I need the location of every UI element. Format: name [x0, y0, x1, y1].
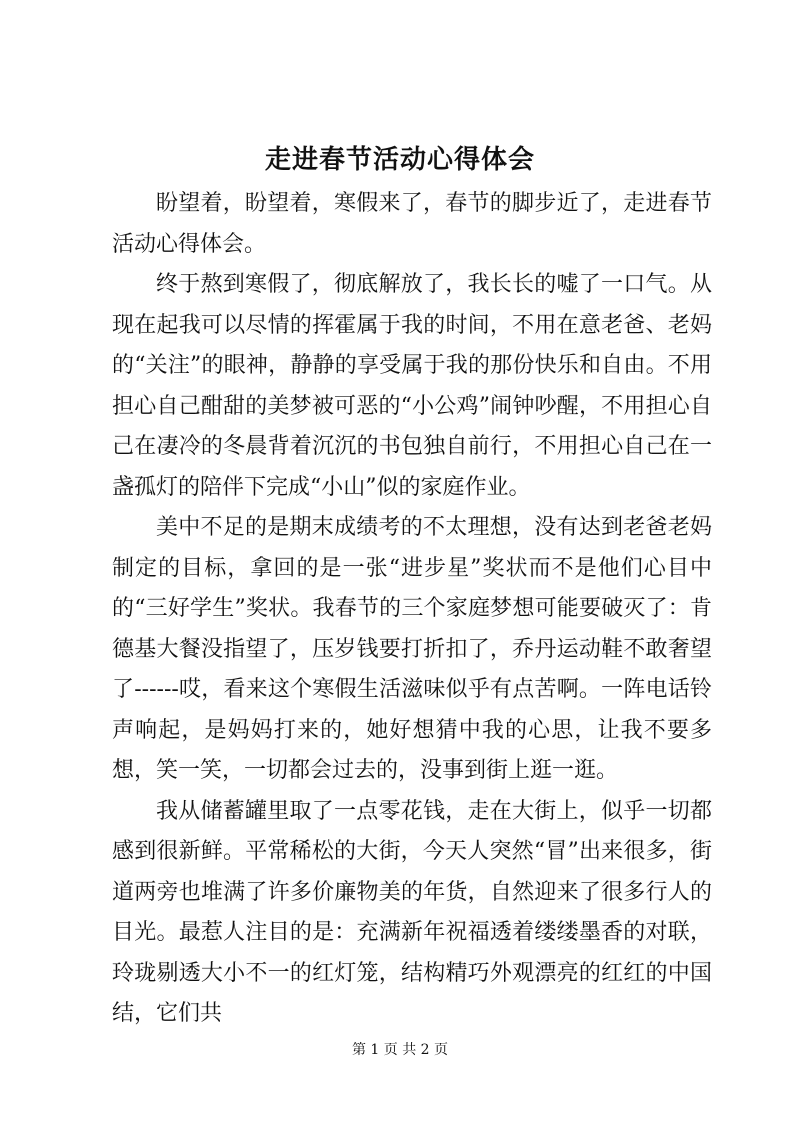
paragraph-4: 我从储蓄罐里取了一点零花钱，走在大街上，似乎一切都感到很新鲜。平常稀松的大街，今天人突然“冒”出来很多，街道两旁也堆满了许多价廉物美的年货，自然迎来了很多行人的目光。最惹人注目的是：充满新年祝福透着缕缕墨香的对联，玲珑剔透大小不一的红灯笼，结构精巧外观漂亮的红红的中国结，它们共 [112, 798, 712, 1026]
paragraph-3: 美中不足的是期末成绩考的不太理想，没有达到老爸老妈制定的目标，拿回的是一张“进步星”奖状而不是他们心目中的“三好学生”奖状。我春节的三个家庭梦想可能要破灭了：肯德基大餐没指望了，压岁钱要打折扣了，乔丹运动鞋不敢奢望了------哎，看来这个寒假生活滋味似乎有点苦啊。一阵电话铃声响起，是妈妈打来的，她好想猜中我的心思，让我不要多想，笑一笑，一切都会过去的，没事到街上逛一逛。 [112, 515, 712, 783]
document-body [112, 184, 712, 1035]
page-footer: 第 1 页 共 2 页 [351, 1042, 449, 1058]
document-title: 走进春节活动心得体会 [264, 145, 535, 175]
paragraph-2: 终于熬到寒假了，彻底解放了，我长长的嘘了一口气。从现在起我可以尽情的挥霍属于我的时间，不用在意老爸、老妈的“关注”的眼神，静静的享受属于我的那份快乐和自由。不用担心自己酣甜的美梦被可恶的“小公鸡”闹钟吵醒，不用担心自己在凄冷的冬晨背着沉沉的书包独自前行，不用担心自己在一盏孤灯的陪伴下完成“小山”似的家庭作业。 [112, 272, 712, 500]
paragraph-1: 盼望着，盼望着，寒假来了，春节的脚步近了，走进春节活动心得体会。 [112, 191, 712, 257]
